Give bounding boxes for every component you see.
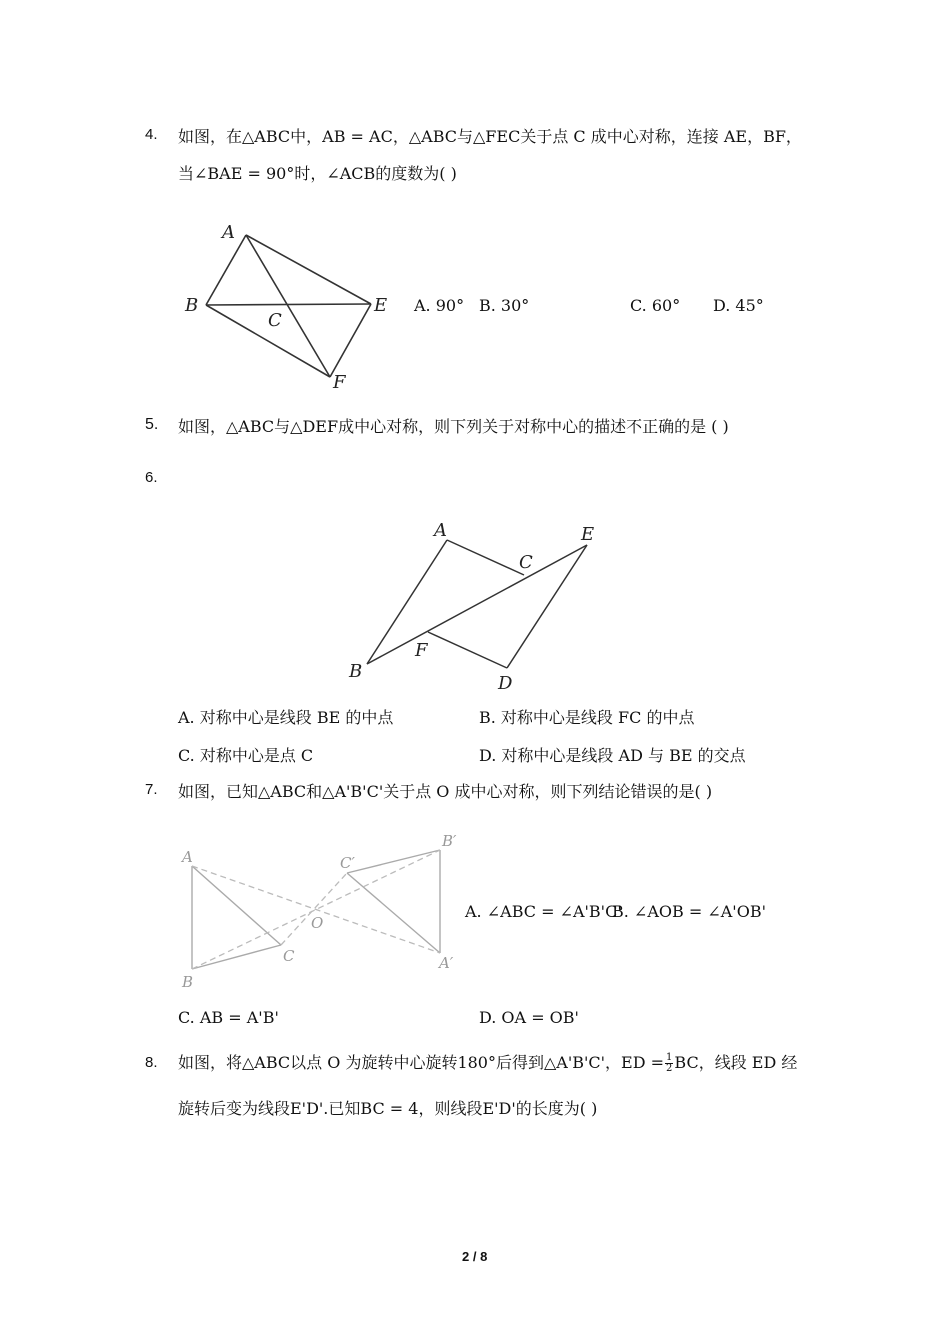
q7-label-C: C: [283, 947, 295, 965]
q6-number: 6.: [145, 469, 158, 486]
q7-seg-B2C2: [347, 850, 440, 873]
q4-label-F: F: [333, 372, 346, 393]
q7-label-O: O: [311, 914, 324, 932]
q7-label-C2: C′: [340, 854, 355, 872]
q4-option-c[interactable]: C. 60°: [630, 296, 681, 315]
q8-fraction: [665, 1053, 673, 1074]
q7-seg-A2C2: [347, 873, 440, 953]
q7-label-A: A: [182, 848, 193, 866]
q7-label-A2: A′: [439, 954, 454, 972]
q6-label-A: A: [434, 520, 447, 541]
q6-label-E: E: [581, 524, 595, 545]
q7-dash-AA2: [192, 866, 440, 953]
q5-text-line1: 如图，△ABC与△DEF成中心对称，则下列关于对称中心的描述不正确的是 ( ): [178, 417, 729, 436]
q4-option-a[interactable]: A. 90°: [414, 296, 465, 315]
q8-text-line1-part1: 如图，将△ABC以点 O 为旋转中心旋转180°后得到△A'B'C'，ED =: [178, 1053, 665, 1072]
q8-fraction-denominator: 2: [666, 1063, 673, 1074]
q4-text-line1: 如图，在△ABC中，AB = AC，△ABC与△FEC关于点 C 成中心对称，连接 AE，BF，: [178, 127, 802, 146]
q7-option-c[interactable]: C. AB = A'B': [178, 1008, 279, 1027]
q7-option-a[interactable]: A. ∠ABC = ∠A'B'C': [465, 902, 622, 921]
q7-number: 7.: [145, 781, 158, 798]
q4-label-B: B: [185, 295, 199, 316]
q5-number: 5.: [145, 416, 159, 433]
q7-option-d[interactable]: D. OA = OB': [479, 1008, 579, 1027]
q7-text-line1: 如图，已知△ABC和△A'B'C'关于点 O 成中心对称，则下列结论错误的是( ): [178, 782, 713, 801]
q8-text-line1-part2: BC，线段 ED 经: [674, 1053, 798, 1072]
q7-label-B: B: [182, 973, 194, 991]
q8-number: 8.: [145, 1054, 158, 1071]
q6-option-a[interactable]: A. 对称中心是线段 BE 的中点: [178, 708, 394, 727]
q8-text-line1: [178, 1050, 797, 1074]
q6-option-c[interactable]: C. 对称中心是点 C: [178, 746, 314, 765]
q4-option-d[interactable]: D. 45°: [713, 296, 764, 315]
q6-label-B: B: [349, 661, 363, 682]
q7-seg-BC: [192, 945, 281, 969]
q7-label-B2: B′: [442, 832, 457, 850]
q4-label-C: C: [268, 310, 282, 331]
q7-option-b[interactable]: B. ∠AOB = ∠A'OB': [612, 902, 766, 921]
q4-number: 4.: [145, 126, 158, 143]
page-number: 2 / 8: [462, 1249, 488, 1264]
q6-option-d[interactable]: D. 对称中心是线段 AD 与 BE 的交点: [479, 746, 746, 765]
q6-label-C: C: [519, 552, 533, 573]
q4-label-E: E: [374, 295, 388, 316]
q7-dash-CC2: [281, 873, 347, 945]
q4-option-b[interactable]: B. 30°: [479, 296, 530, 315]
q6-label-D: D: [498, 673, 513, 694]
q6-label-F: F: [415, 640, 428, 661]
q8-text-line2: 旋转后变为线段E'D'.已知BC = 4，则线段E'D'的长度为( ): [178, 1099, 598, 1118]
q4-text-line2: 当∠BAE = 90°时，∠ACB的度数为( ): [178, 164, 457, 183]
q8-fraction-numerator: 1: [666, 1052, 673, 1063]
q6-option-b[interactable]: B. 对称中心是线段 FC 的中点: [479, 708, 695, 727]
q4-label-A: A: [222, 222, 235, 243]
